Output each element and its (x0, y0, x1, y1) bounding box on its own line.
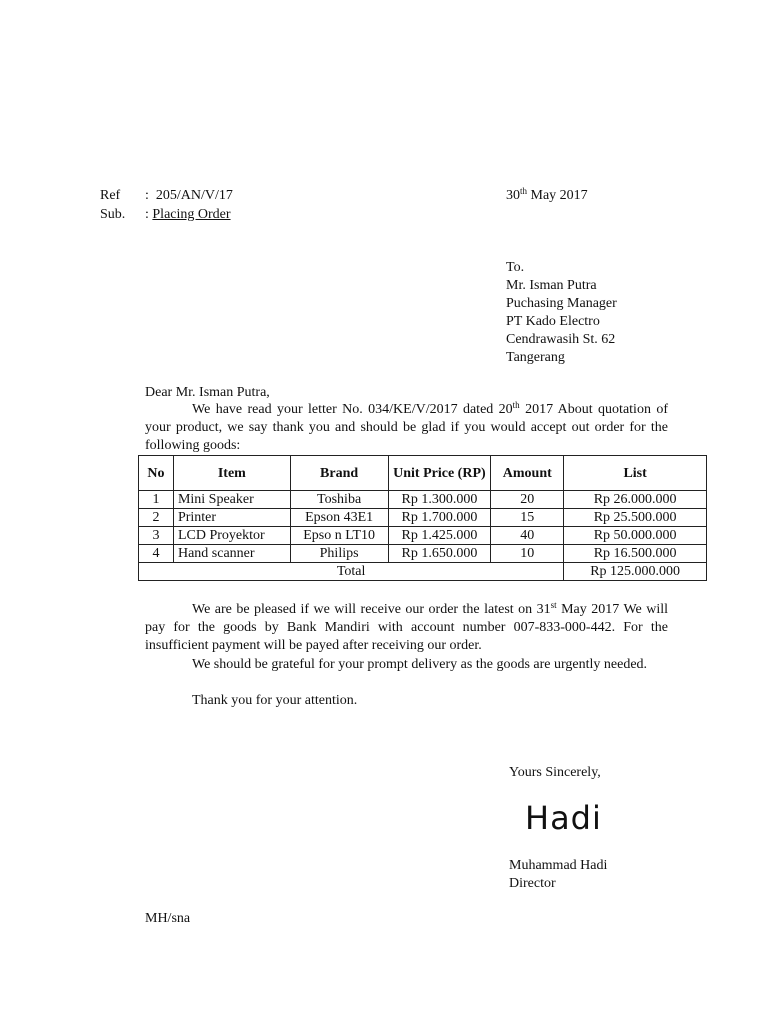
intro-text-2: 2017 About quotation of your product, we say thank you and should be glad if you would accept out order for the following goods: (145, 402, 668, 453)
cell-amount: 15 (491, 509, 564, 527)
cell-unit-price: Rp 1.300.000 (388, 491, 491, 509)
recipient-city: Tangerang (506, 350, 565, 365)
date-rest: May 2017 (527, 188, 588, 203)
payment-sup: st (550, 600, 557, 610)
cell-list: Rp 50.000.000 (564, 527, 707, 545)
signer-name: Muhammad Hadi (509, 858, 608, 873)
date-suffix: th (520, 186, 528, 196)
total-value: Rp 125.000.000 (564, 563, 707, 581)
recipient-company: PT Kado Electro (506, 314, 600, 329)
payment-text-2: May 2017 We will pay for the goods by Bank Mandiri with account number 007-833-000-442. For the insufficient payment will be payed after receiving our order. (145, 602, 668, 653)
ref-value: 205/AN/V/17 (155, 188, 233, 203)
cell-amount: 20 (491, 491, 564, 509)
closing-sincerely: Yours Sincerely, (509, 765, 601, 780)
table-row (139, 509, 707, 527)
header-amount: Amount (491, 456, 564, 491)
cell-list: Rp 26.000.000 (564, 491, 707, 509)
cell-no: 1 (139, 491, 174, 509)
payment-paragraph (145, 601, 668, 655)
header-no: No (139, 456, 174, 491)
intro-sup: th (512, 400, 520, 410)
intro-text-1: We have read your letter No. 034/KE/V/2017 dated 20 (192, 402, 513, 417)
table-row (139, 545, 707, 563)
sub-value-line (145, 206, 231, 223)
cell-brand: Philips (290, 545, 388, 563)
subject-value: Placing Order (152, 207, 231, 222)
reference-initials: MH/sna (145, 911, 191, 926)
cell-item: LCD Proyektor (173, 527, 290, 545)
header-item: Item (173, 456, 290, 491)
cell-list: Rp 25.500.000 (564, 509, 707, 527)
ref-value-line (145, 187, 233, 204)
recipient-block (506, 259, 617, 367)
cell-unit-price: Rp 1.650.000 (388, 545, 491, 563)
sub-separator: : (145, 207, 149, 222)
table-row (139, 491, 707, 509)
signature: Hadi (525, 799, 602, 837)
cell-item: Mini Speaker (173, 491, 290, 509)
goods-table (138, 455, 707, 581)
cell-no: 4 (139, 545, 174, 563)
salutation: Dear Mr. Isman Putra, (145, 385, 270, 400)
cell-item: Printer (173, 509, 290, 527)
cell-unit-price: Rp 1.700.000 (388, 509, 491, 527)
cell-brand: Toshiba (290, 491, 388, 509)
cell-no: 2 (139, 509, 174, 527)
table-header-row (139, 456, 707, 491)
recipient-to: To. (506, 260, 525, 275)
cell-item: Hand scanner (173, 545, 290, 563)
ref-line (100, 187, 120, 204)
payment-text-1: We are be pleased if we will receive our order the latest on 31 (192, 602, 551, 617)
sub-label: Sub. (100, 207, 126, 222)
ref-separator: : (145, 188, 149, 203)
table-row (139, 527, 707, 545)
sub-line (100, 206, 125, 223)
recipient-street: Cendrawasih St. 62 (506, 332, 616, 347)
recipient-name: Mr. Isman Putra (506, 278, 597, 293)
cell-unit-price: Rp 1.425.000 (388, 527, 491, 545)
cell-brand: Epson 43E1 (290, 509, 388, 527)
ref-label: Ref (100, 188, 121, 203)
thanks-paragraph (145, 692, 668, 710)
date-day: 30 (506, 188, 520, 203)
thanks-text: Thank you for your attention. (192, 693, 358, 708)
cell-amount: 10 (491, 545, 564, 563)
total-label: Total (139, 563, 564, 581)
table-total-row (139, 563, 707, 581)
header-unit-price: Unit Price (RP) (388, 456, 491, 491)
signer-position: Director (509, 876, 556, 891)
header-brand: Brand (290, 456, 388, 491)
recipient-title: Puchasing Manager (506, 296, 617, 311)
delivery-text: We should be grateful for your prompt delivery as the goods are urgently needed. (192, 657, 648, 672)
delivery-paragraph (145, 656, 668, 674)
header-list: List (564, 456, 707, 491)
cell-no: 3 (139, 527, 174, 545)
cell-amount: 40 (491, 527, 564, 545)
cell-brand: Epso n LT10 (290, 527, 388, 545)
letter-date (506, 187, 588, 204)
intro-paragraph (145, 401, 668, 455)
cell-list: Rp 16.500.000 (564, 545, 707, 563)
